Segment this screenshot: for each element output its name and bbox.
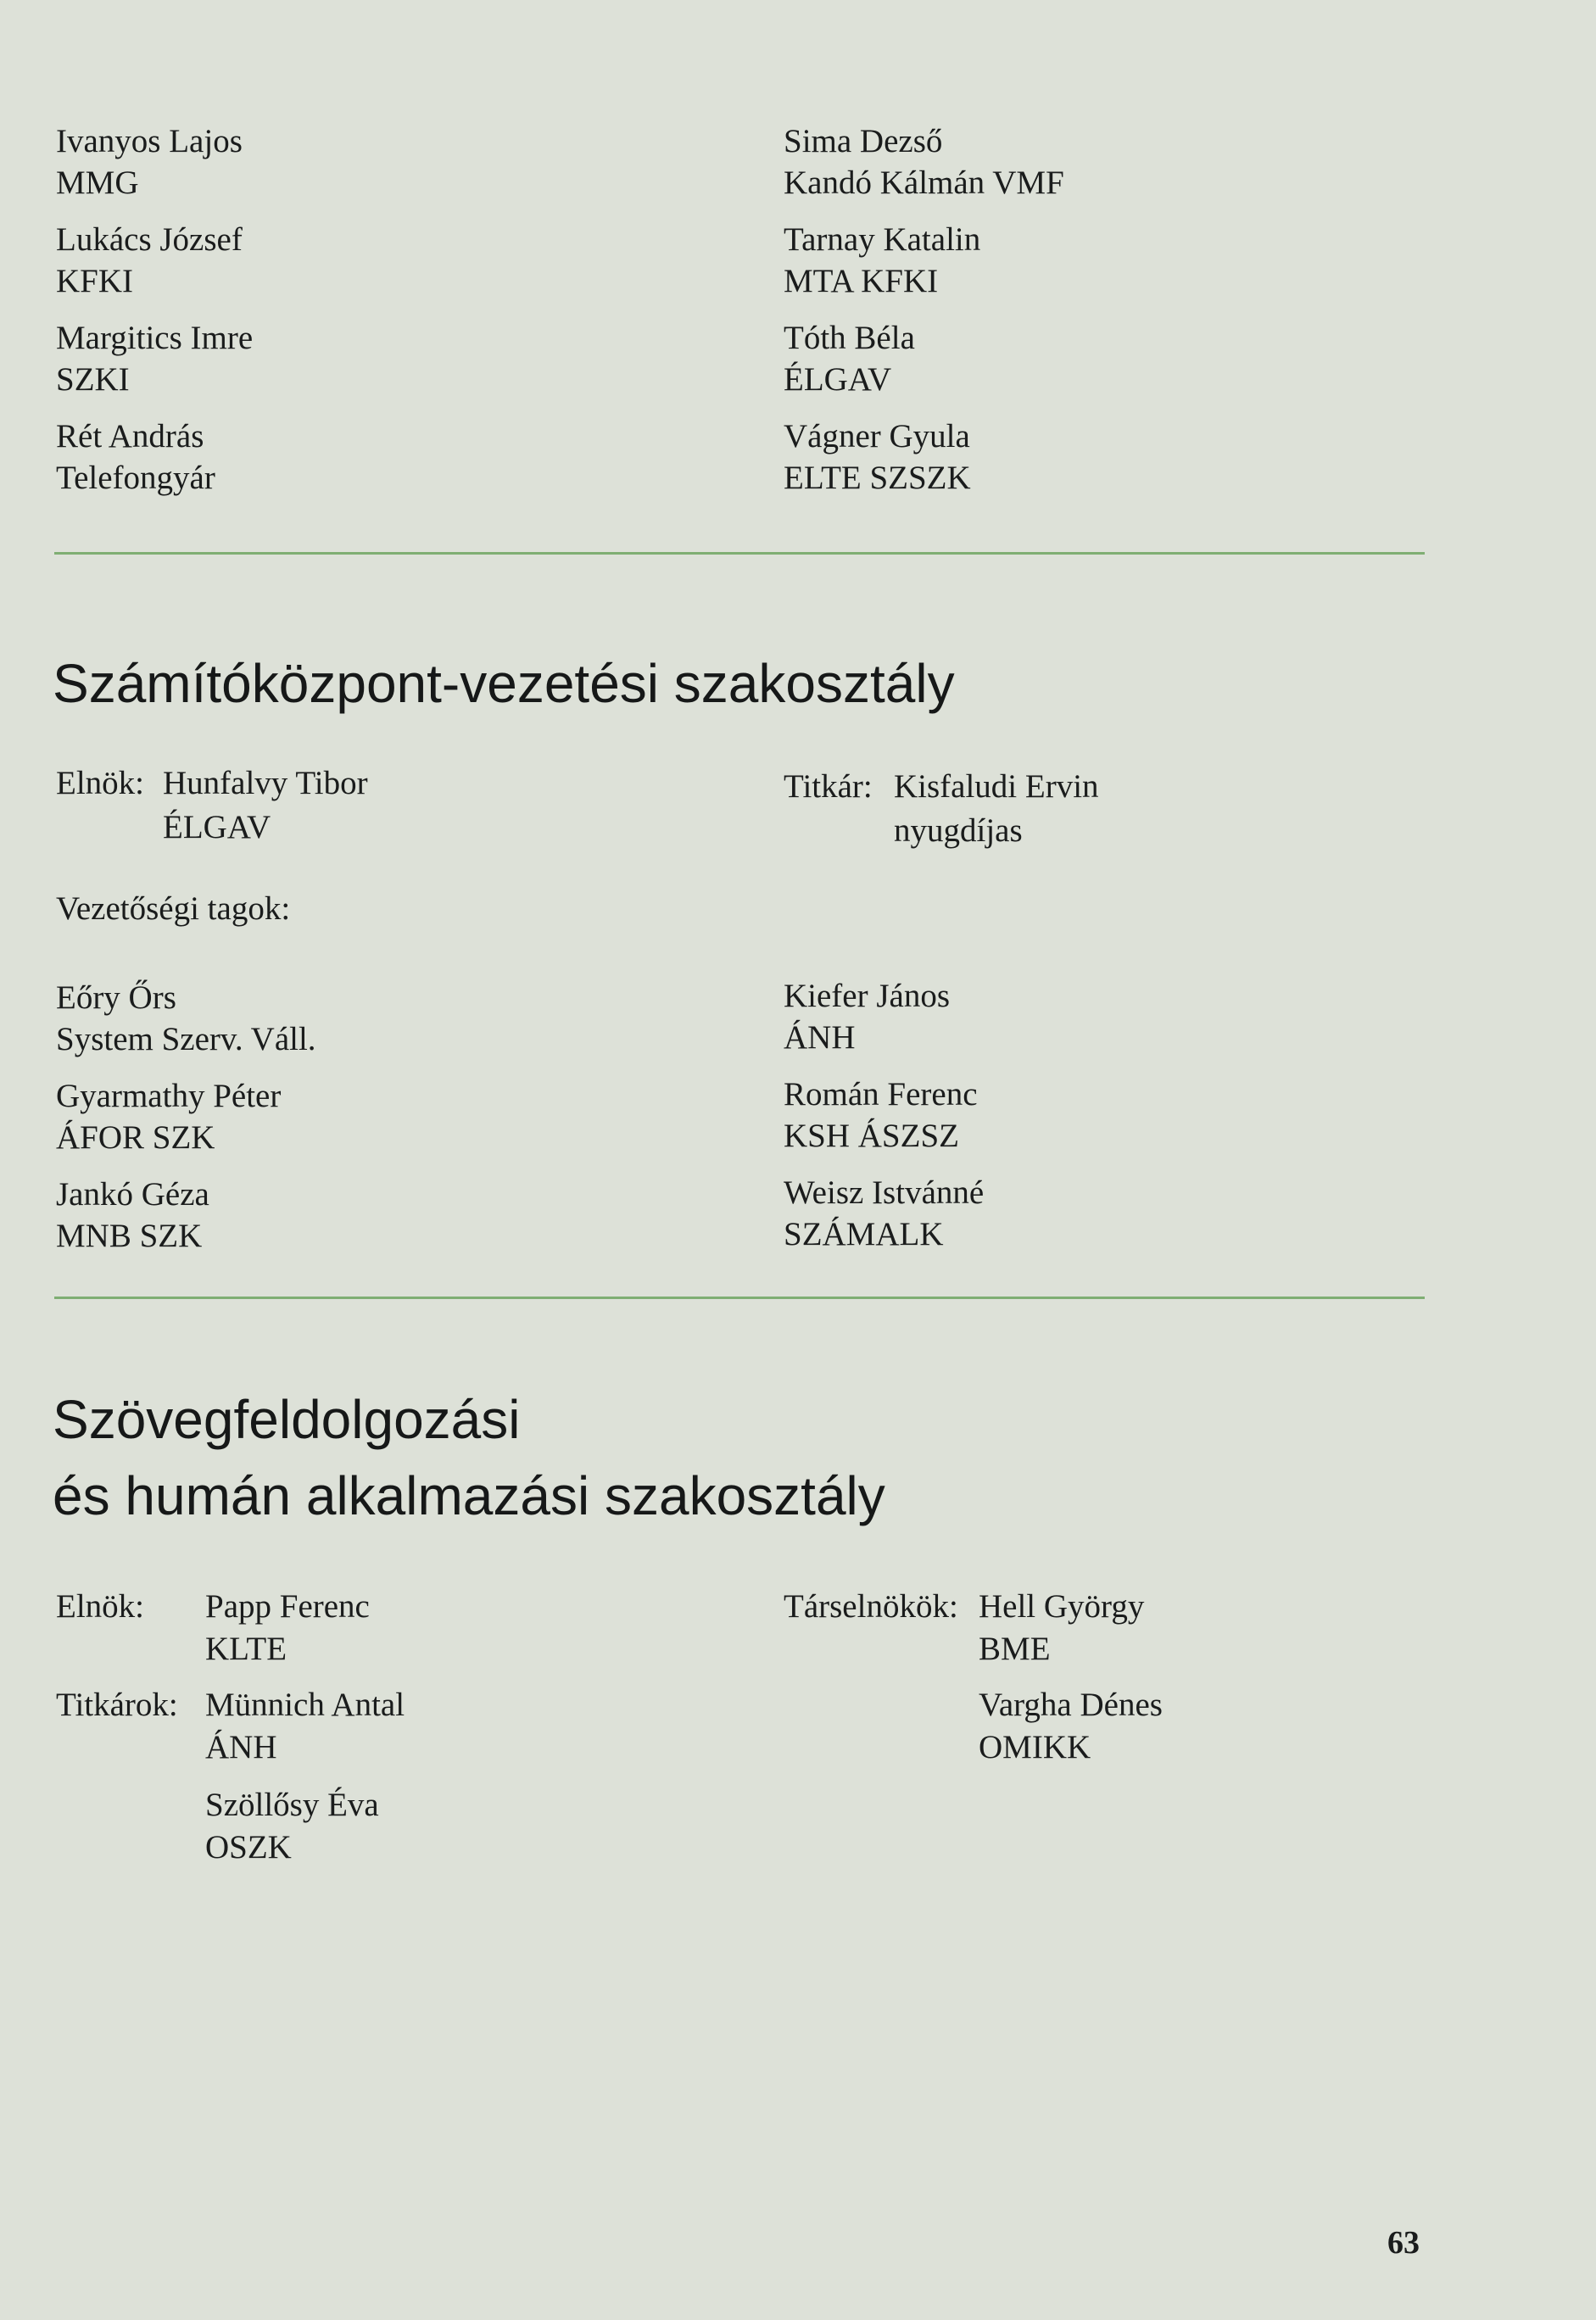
member-entry [784, 415, 1064, 499]
member-org: Kandó Kálmán VMF [784, 165, 1064, 201]
member-org: MMG [56, 165, 139, 201]
member-org: MNB SZK [56, 1218, 203, 1254]
member-entry [56, 120, 253, 219]
secretary-org: OSZK [205, 1829, 292, 1865]
member-org: ELTE SZSZK [784, 460, 971, 496]
member-org: ÉLGAV [784, 361, 892, 398]
secretary-org: ÁNH [205, 1729, 277, 1765]
member-name: Gyarmathy Péter [56, 1078, 282, 1114]
chair-name: Hunfalvy Tibor [163, 765, 368, 801]
member-name: Jankó Géza [56, 1176, 209, 1213]
member-name: Vágner Gyula [784, 418, 970, 455]
member-name: Lukács József [56, 221, 243, 258]
member-entry [56, 415, 253, 499]
member-name: Tóth Béla [784, 320, 915, 356]
member-entry [784, 1172, 984, 1255]
member-entry [56, 317, 253, 415]
member-org: Telefongyár [56, 460, 215, 496]
section-title-line2: és humán alkalmazási szakosztály [53, 1465, 885, 1526]
secretary-name: Münnich Antal [205, 1687, 405, 1723]
member-entry [784, 120, 1064, 219]
member-org: KSH ÁSZSZ [784, 1118, 959, 1154]
member-name: Rét András [56, 418, 204, 455]
member-name: Margitics Imre [56, 320, 254, 356]
member-entry [784, 317, 1064, 415]
board-members-right [784, 975, 984, 1255]
cochair-org: BME [979, 1631, 1051, 1667]
section-divider [54, 552, 1425, 555]
member-org: MTA KFKI [784, 263, 939, 299]
member-org: SZÁMALK [784, 1216, 944, 1252]
secretary-name: Kisfaludi Ervin [894, 768, 1099, 805]
member-name: Román Ferenc [784, 1076, 978, 1113]
section-divider [54, 1297, 1425, 1299]
section-title: Számítóközpont-vezetési szakosztály [53, 653, 955, 714]
member-entry [784, 219, 1064, 317]
member-entry [56, 1075, 316, 1174]
board-label: Vezetőségi tagok: [56, 890, 291, 927]
secretary-name: Szöllősy Éva [205, 1787, 379, 1823]
member-entry [56, 977, 316, 1075]
member-entry [784, 975, 984, 1074]
member-entry [784, 1074, 984, 1172]
section-title-line1: Szövegfeldolgozási [53, 1389, 521, 1450]
board-members-left [56, 977, 316, 1257]
chair-label: Elnök: [56, 1588, 144, 1625]
member-org: System Szerv. Váll. [56, 1021, 316, 1057]
cochair-org: OMIKK [979, 1729, 1091, 1765]
member-name: Tarnay Katalin [784, 221, 981, 258]
chair-org: KLTE [205, 1631, 287, 1667]
member-org: SZKI [56, 361, 130, 398]
member-entry [56, 1174, 316, 1257]
secretary-label: Titkár: [784, 768, 873, 805]
cochairs-label: Társelnökök: [784, 1588, 958, 1625]
page-number: 63 [1387, 2225, 1420, 2261]
member-org: ÁFOR SZK [56, 1119, 215, 1156]
member-org: ÁNH [784, 1019, 856, 1056]
chair-name: Papp Ferenc [205, 1588, 370, 1625]
chair-org: ÉLGAV [163, 809, 271, 845]
member-name: Sima Dezső [784, 123, 943, 159]
top-members-right [784, 120, 1064, 499]
secretary-org: nyugdíjas [894, 812, 1023, 849]
chair-label: Elnök: [56, 765, 144, 801]
member-entry [56, 219, 253, 317]
member-name: Weisz Istvánné [784, 1174, 985, 1211]
top-members-left [56, 120, 253, 499]
member-org: KFKI [56, 263, 134, 299]
member-name: Kiefer János [784, 978, 951, 1014]
secretaries-label: Titkárok: [56, 1687, 178, 1723]
cochair-name: Vargha Dénes [979, 1687, 1163, 1723]
member-name: Eőry Őrs [56, 979, 176, 1016]
cochair-name: Hell György [979, 1588, 1145, 1625]
member-name: Ivanyos Lajos [56, 123, 243, 159]
